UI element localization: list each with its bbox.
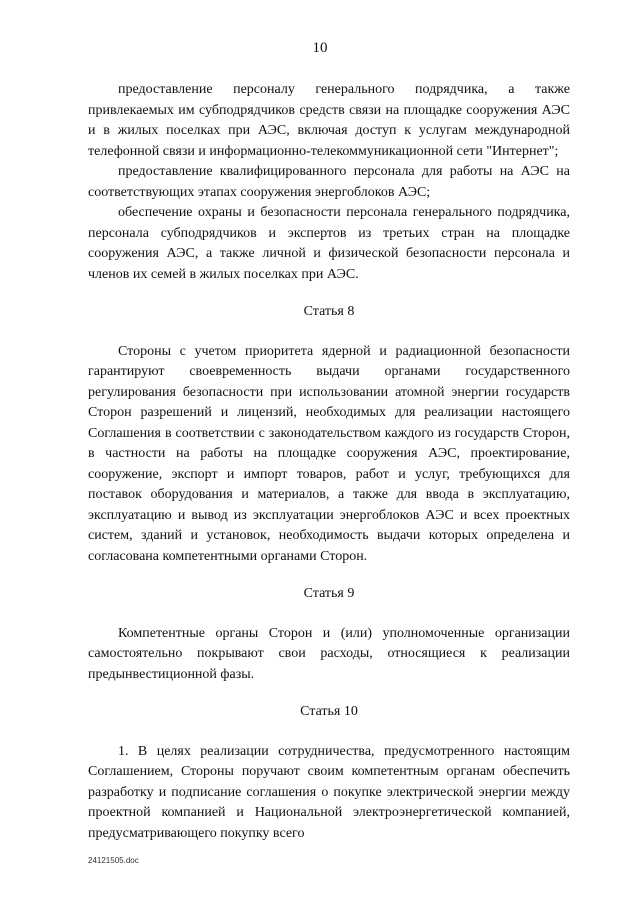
document-body [88, 80, 570, 844]
file-name-footer: 24121505.doc [88, 856, 139, 865]
article-heading: Статья 10 [300, 704, 358, 719]
article-heading: Статья 9 [303, 586, 355, 601]
article-heading: Статья 8 [303, 304, 355, 319]
paragraph: предоставление квалифицированного персонала для работы на АЭС на соответствующих этапах сооружения энергоблоков АЭС; [88, 164, 570, 200]
paragraph: обеспечение охраны и безопасности персонала генерального подрядчика, персонала субподрядчиков и экспертов из третьих стран на площадке сооружения АЭС, а также личной и физической безопасности персонала и членов их семей в жилых поселках при АЭС. [88, 205, 570, 282]
paragraph: Стороны с учетом приоритета ядерной и радиационной безопасности гарантируют своевременность выдачи органами государственного регулирования безопасности при использовании атомной энергии государств Сторон разрешений и лицензий, необходимых для реализации настоящего Соглашения в соответствии с законодательством каждого из государств Сторон, в частности на работы на площадке сооружения АЭС, проектирование, сооружение, экспорт и импорт товаров, работ и услуг, требующихся для поставок оборудования и материалов, а также для ввода в эксплуатацию, эксплуатацию и вывод из эксплуатации энергоблоков АЭС и всех проектных систем, зданий и установок, необходимость выдачи которых определена и согласована компетентными органами Сторон. [88, 343, 570, 564]
paragraph: Компетентные органы Сторон и (или) уполномоченные организации самостоятельно покрывают свои расходы, относящиеся к реализации предынвестиционной фазы. [88, 625, 570, 682]
paragraph: предоставление персоналу генерального подрядчика, а также привлекаемых им субподрядчиков средств связи на площадке сооружения АЭС и в жилых поселках при АЭС, включая доступ к услугам международной телефонной связи и информационно-телекоммуникационной сети "Интернет"; [88, 82, 570, 159]
page-number: 10 [312, 40, 328, 56]
paragraph: 1. В целях реализации сотрудничества, предусмотренного настоящим Соглашением, Стороны поручают своим компетентным органам обеспечить разработку и подписание соглашения о покупке электрической энергии между проектной компанией и Национальной электроэнергетической компанией, предусматривающего покупку всего [88, 743, 570, 841]
